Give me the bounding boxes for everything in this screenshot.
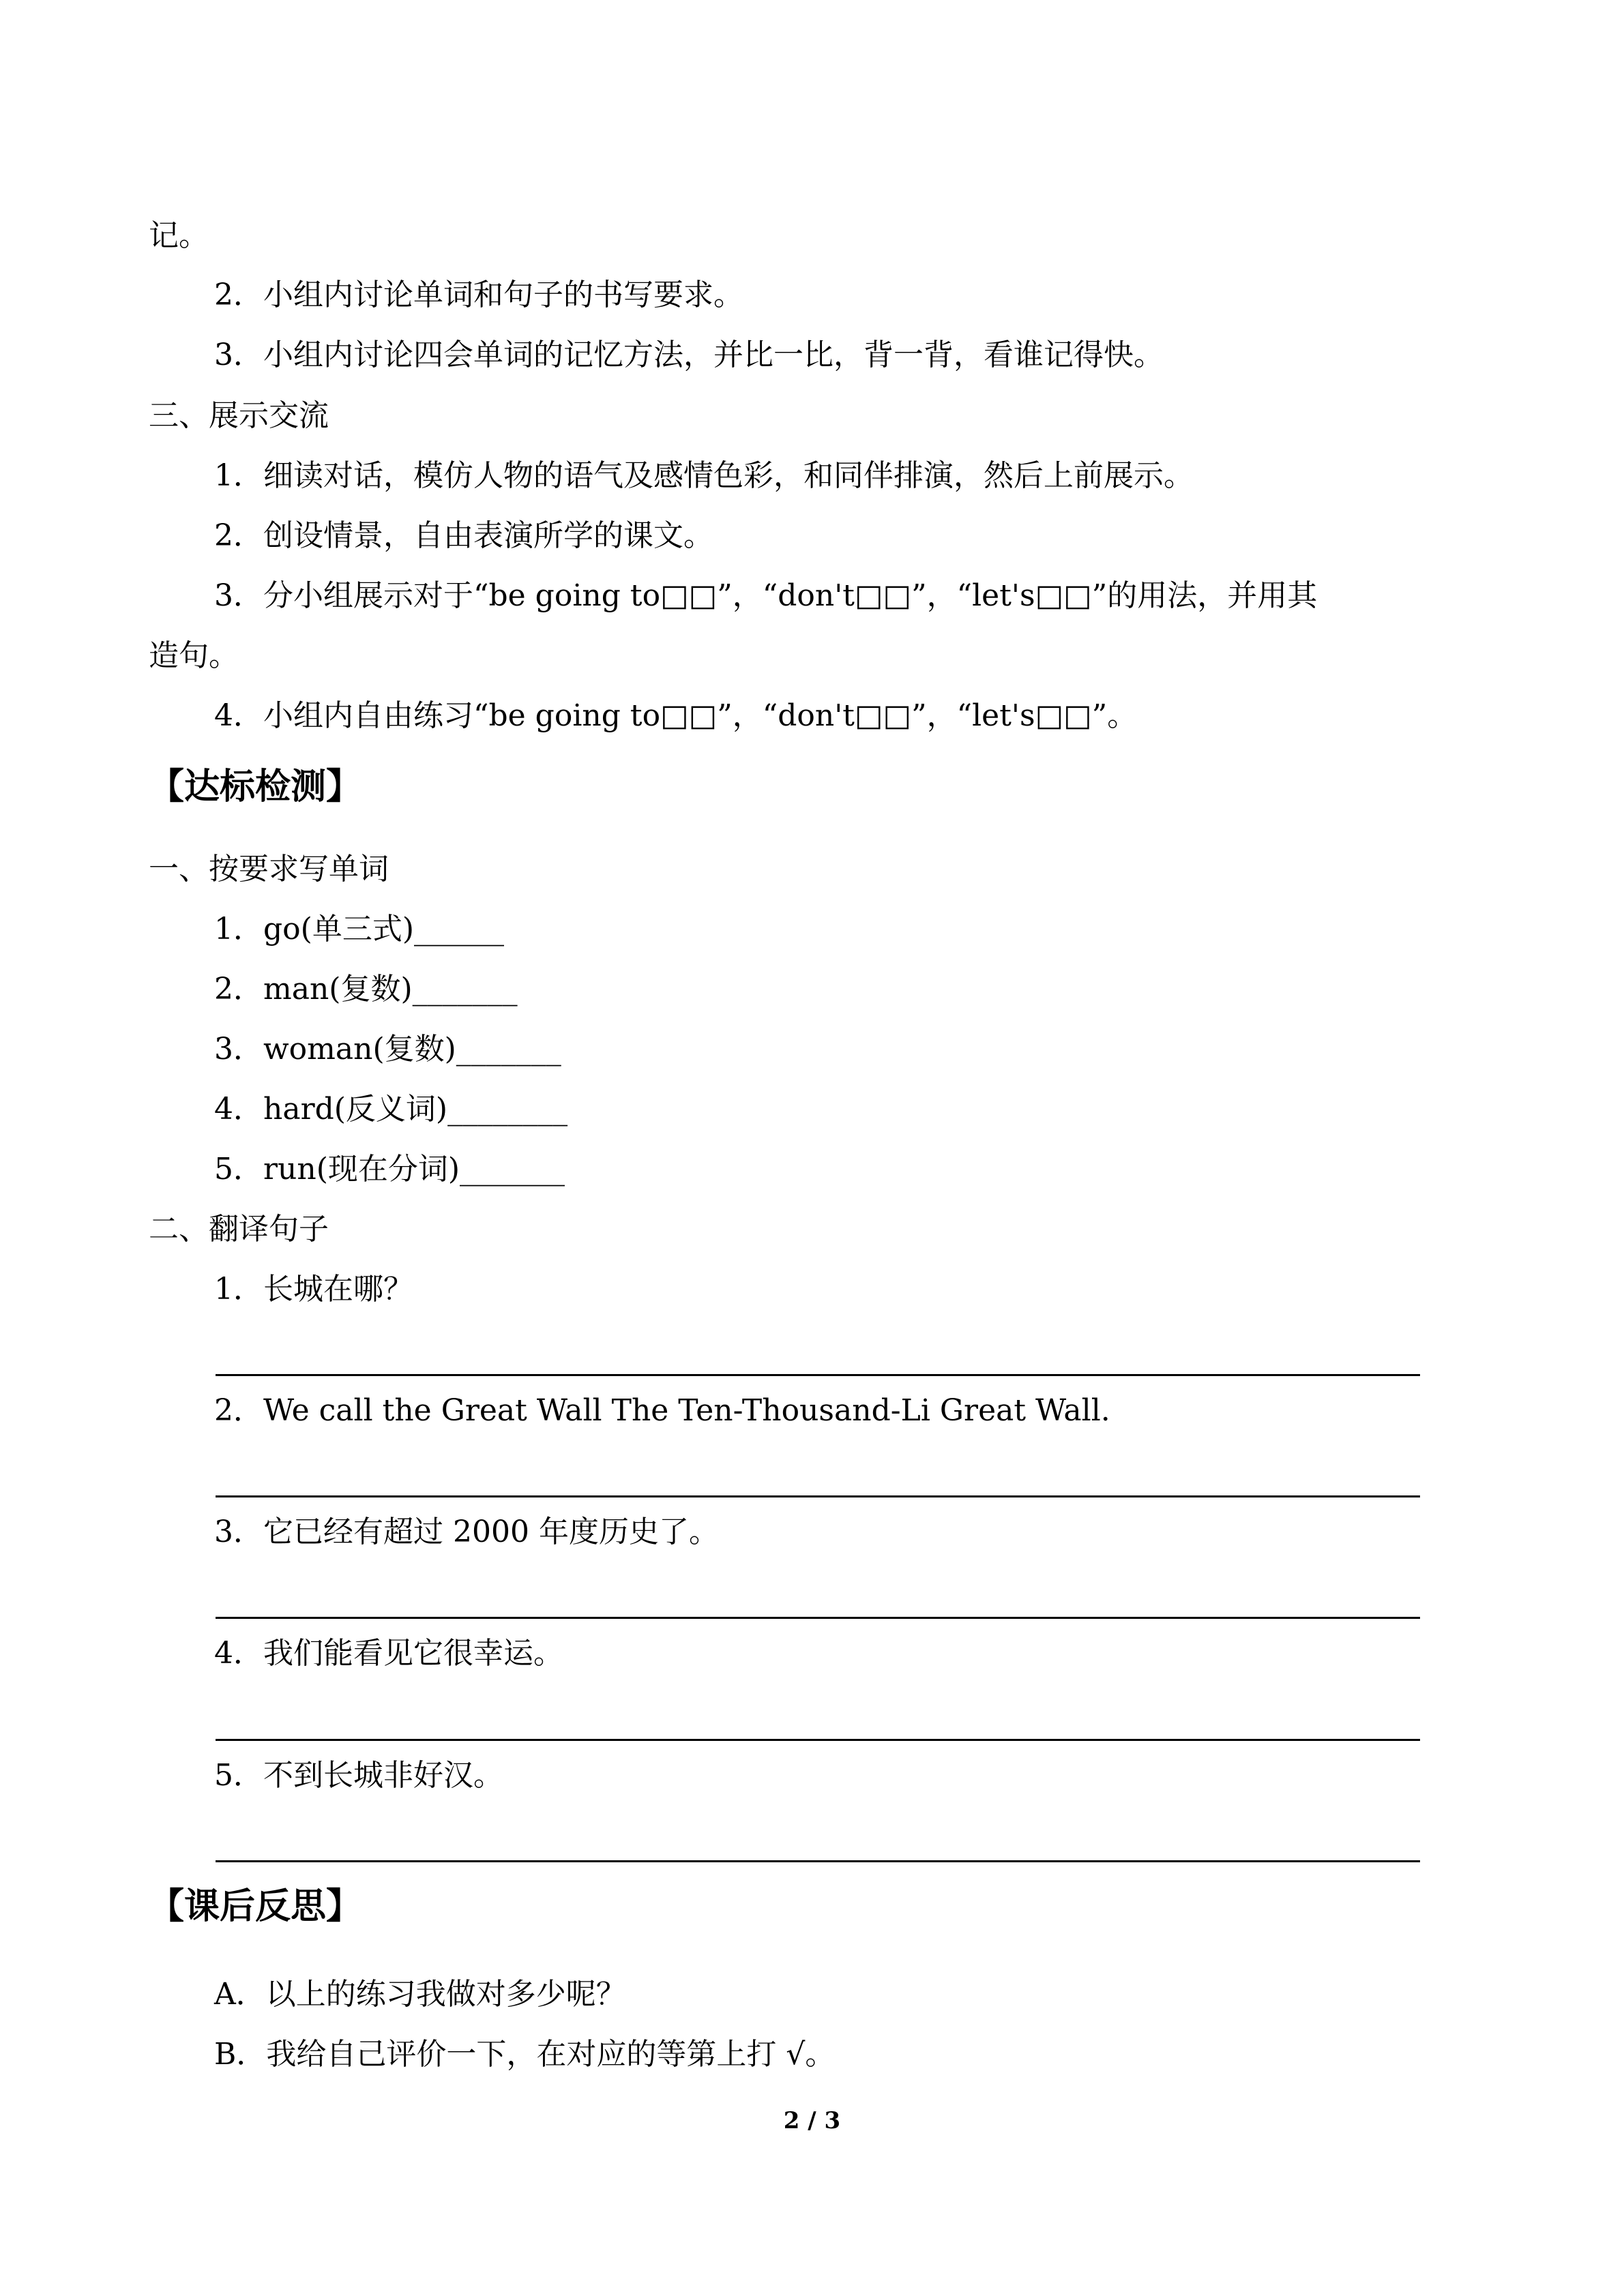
reflection-heading: 【课后反思】: [149, 1886, 362, 1927]
list-item: 3．分小组展示对于“be going to□□”，“don't□□”，“let's□□”的用法，并用其: [214, 578, 1318, 613]
answer-line: [216, 1860, 1420, 1862]
translation-item: 3．它已经有超过 2000 年度历史了。: [214, 1515, 719, 1549]
reflection-item: B．我给自己评价一下，在对应的等第上打 √。: [214, 2037, 836, 2072]
translation-item: 5．不到长城非好汉。: [214, 1758, 503, 1793]
reflection-item: A．以上的练习我做对多少呢？: [214, 1977, 626, 2012]
section-title: 三、展示交流: [149, 398, 329, 433]
answer-line: [216, 1617, 1420, 1619]
list-item: 2．创设情景，自由表演所学的课文。: [214, 518, 713, 553]
section-title: 二、翻译句子: [149, 1212, 329, 1247]
list-item: 2．小组内讨论单词和句子的书写要求。: [214, 278, 743, 312]
section-title: 一、按要求写单词: [149, 852, 389, 886]
word-exercise-item: 2．man(复数)_______: [214, 972, 518, 1007]
list-item: 4．小组内自由练习“be going to□□”，“don't□□”，“let's□□”。: [214, 698, 1138, 733]
word-exercise-item: 4．hard(反义词)________: [214, 1092, 568, 1127]
translation-item: 4．我们能看见它很幸运。: [214, 1636, 563, 1671]
answer-line: [216, 1495, 1420, 1497]
list-item: 1．细读对话，模仿人物的语气及感情色彩，和同伴排演，然后上前展示。: [214, 458, 1194, 493]
list-item-continued: 造句。: [149, 638, 239, 673]
word-exercise-item: 5．run(现在分词)_______: [214, 1152, 565, 1187]
answer-line: [216, 1739, 1420, 1741]
list-item: 3．小组内讨论四会单词的记忆方法，并比一比，背一背，看谁记得快。: [214, 338, 1164, 372]
word-exercise-item: 1．go(单三式)______: [214, 912, 504, 946]
continued-text: 记。: [149, 218, 209, 253]
word-exercise-item: 3．woman(复数)_______: [214, 1032, 561, 1067]
translation-item: 1．长城在哪？: [214, 1272, 413, 1307]
page-number: 2 / 3: [783, 2107, 841, 2134]
answer-line: [216, 1374, 1420, 1376]
check-heading: 【达标检测】: [149, 766, 362, 807]
translation-item: 2．We call the Great Wall The Ten-Thousand-Li Great Wall.: [214, 1393, 1110, 1428]
